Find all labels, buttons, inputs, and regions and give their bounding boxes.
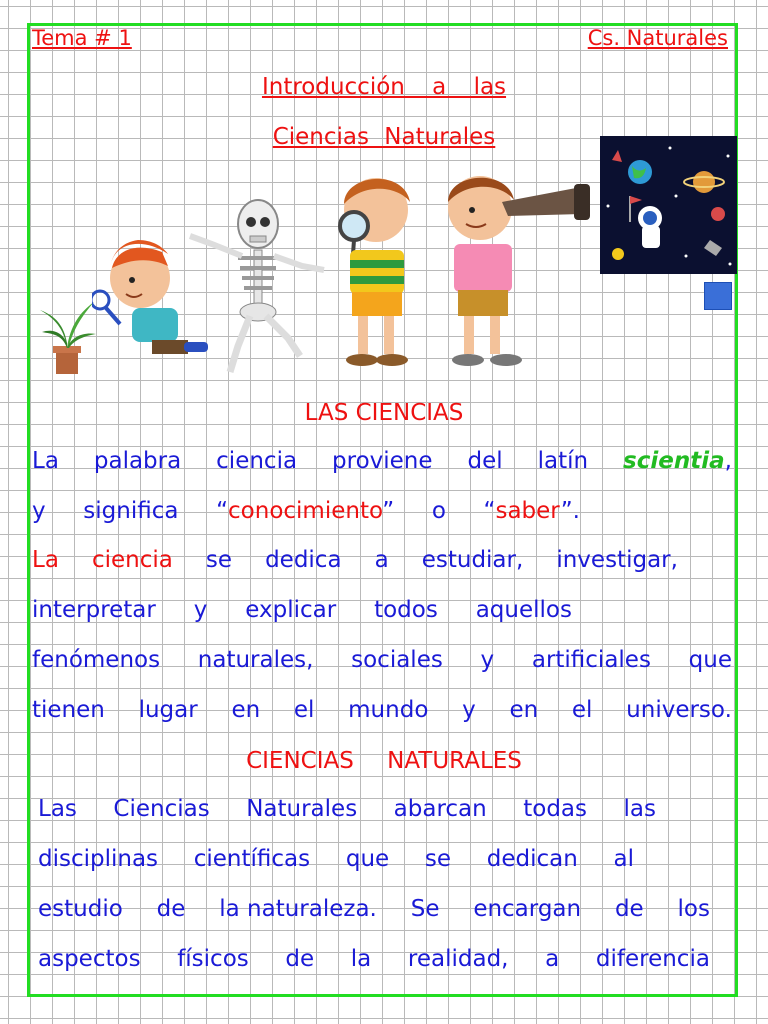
section-heading-las-ciencias: LAS CIENCIAS — [304, 400, 464, 426]
word: y — [462, 697, 476, 723]
quoted-saber: “saber”. — [483, 498, 580, 524]
punctuation: , — [724, 448, 732, 474]
word: y — [32, 498, 46, 524]
word: o — [431, 498, 446, 524]
word: sociales — [351, 647, 443, 673]
word: a — [545, 946, 560, 972]
word: estudiar, — [421, 547, 524, 573]
word: de — [614, 896, 644, 922]
word: de — [285, 946, 315, 972]
word: tienen — [32, 697, 105, 723]
word: La — [32, 448, 59, 474]
word: explicar — [245, 597, 337, 623]
latin-word: scientia — [623, 448, 725, 474]
word: Ciencias — [113, 796, 210, 822]
word: disciplinas — [38, 846, 159, 872]
highlight-saber: saber — [495, 498, 561, 524]
word: físicos — [177, 946, 249, 972]
quoted-conocimiento: “conocimiento” — [216, 498, 395, 524]
word: artificiales — [531, 647, 651, 673]
word: naturales, — [197, 647, 314, 673]
word: mundo — [348, 697, 429, 723]
word: diferencia — [595, 946, 710, 972]
page-title-line-2: Ciencias Naturales — [272, 124, 496, 150]
section-heading-ciencias-naturales: CIENCIAS NATURALES — [246, 748, 522, 774]
word: en — [231, 697, 261, 723]
word: y — [480, 647, 495, 673]
word: al — [613, 846, 634, 872]
paragraph-line-4 — [32, 597, 572, 629]
word: Naturales — [246, 796, 358, 822]
word: del — [467, 448, 503, 474]
word: aspectos — [38, 946, 141, 972]
word: se — [205, 547, 233, 573]
word: universo. — [626, 697, 732, 723]
word: lugar — [138, 697, 198, 723]
paragraph-line-5 — [32, 647, 732, 679]
word: encargan — [473, 896, 582, 922]
paragraph-line-6 — [32, 697, 732, 729]
word: se — [424, 846, 452, 872]
word: aquellos — [475, 597, 572, 623]
word: dedica — [265, 547, 342, 573]
word: la naturaleza. — [219, 896, 377, 922]
word: latín — [537, 448, 589, 474]
word: el — [571, 697, 593, 723]
word: las — [623, 796, 656, 822]
paragraph-line-3 — [32, 547, 678, 579]
highlight-conocimiento: conocimiento — [228, 498, 383, 524]
word: realidad, — [407, 946, 509, 972]
word: y — [193, 597, 208, 623]
plant-icon — [34, 288, 98, 378]
paragraph-line-10 — [38, 946, 710, 978]
word: estudio — [38, 896, 123, 922]
word: en — [509, 697, 539, 723]
word: investigar, — [556, 547, 678, 573]
word: los — [677, 896, 710, 922]
word: ciencia — [216, 448, 298, 474]
word: el — [293, 697, 315, 723]
paragraph-line-2 — [32, 498, 580, 530]
word: científicas — [193, 846, 311, 872]
latin-word-group — [623, 448, 732, 474]
boy-with-telescope-icon — [436, 168, 602, 374]
word: palabra — [93, 448, 182, 474]
paragraph-line-1 — [32, 448, 732, 480]
word: todos — [374, 597, 438, 623]
paragraph-line-8 — [38, 846, 634, 878]
word: que — [345, 846, 390, 872]
word: a — [374, 547, 389, 573]
boy-with-magnifier-glass-icon — [324, 168, 444, 374]
word: de — [156, 896, 186, 922]
skeleton-icon — [182, 196, 332, 378]
paragraph-line-7 — [38, 796, 656, 828]
word: proviene — [332, 448, 433, 474]
word: significa — [83, 498, 179, 524]
subject-name: Cs. Naturales — [587, 26, 728, 50]
word: Las — [38, 796, 77, 822]
page-title-line-1: Introducción a las — [261, 74, 507, 100]
word: fenómenos — [32, 647, 161, 673]
word: que — [688, 647, 732, 673]
blue-square-shape — [704, 282, 732, 310]
word: todas — [523, 796, 588, 822]
highlight-la: La — [32, 547, 59, 573]
word: abarcan — [393, 796, 487, 822]
word: Se — [410, 896, 440, 922]
word: la — [350, 946, 372, 972]
paragraph-line-9 — [38, 896, 710, 928]
word: interpretar — [32, 597, 156, 623]
word: dedican — [486, 846, 578, 872]
topic-number: Tema # 1 — [32, 26, 132, 50]
highlight-ciencia: ciencia — [91, 547, 173, 573]
space-scene-icon — [600, 136, 737, 274]
